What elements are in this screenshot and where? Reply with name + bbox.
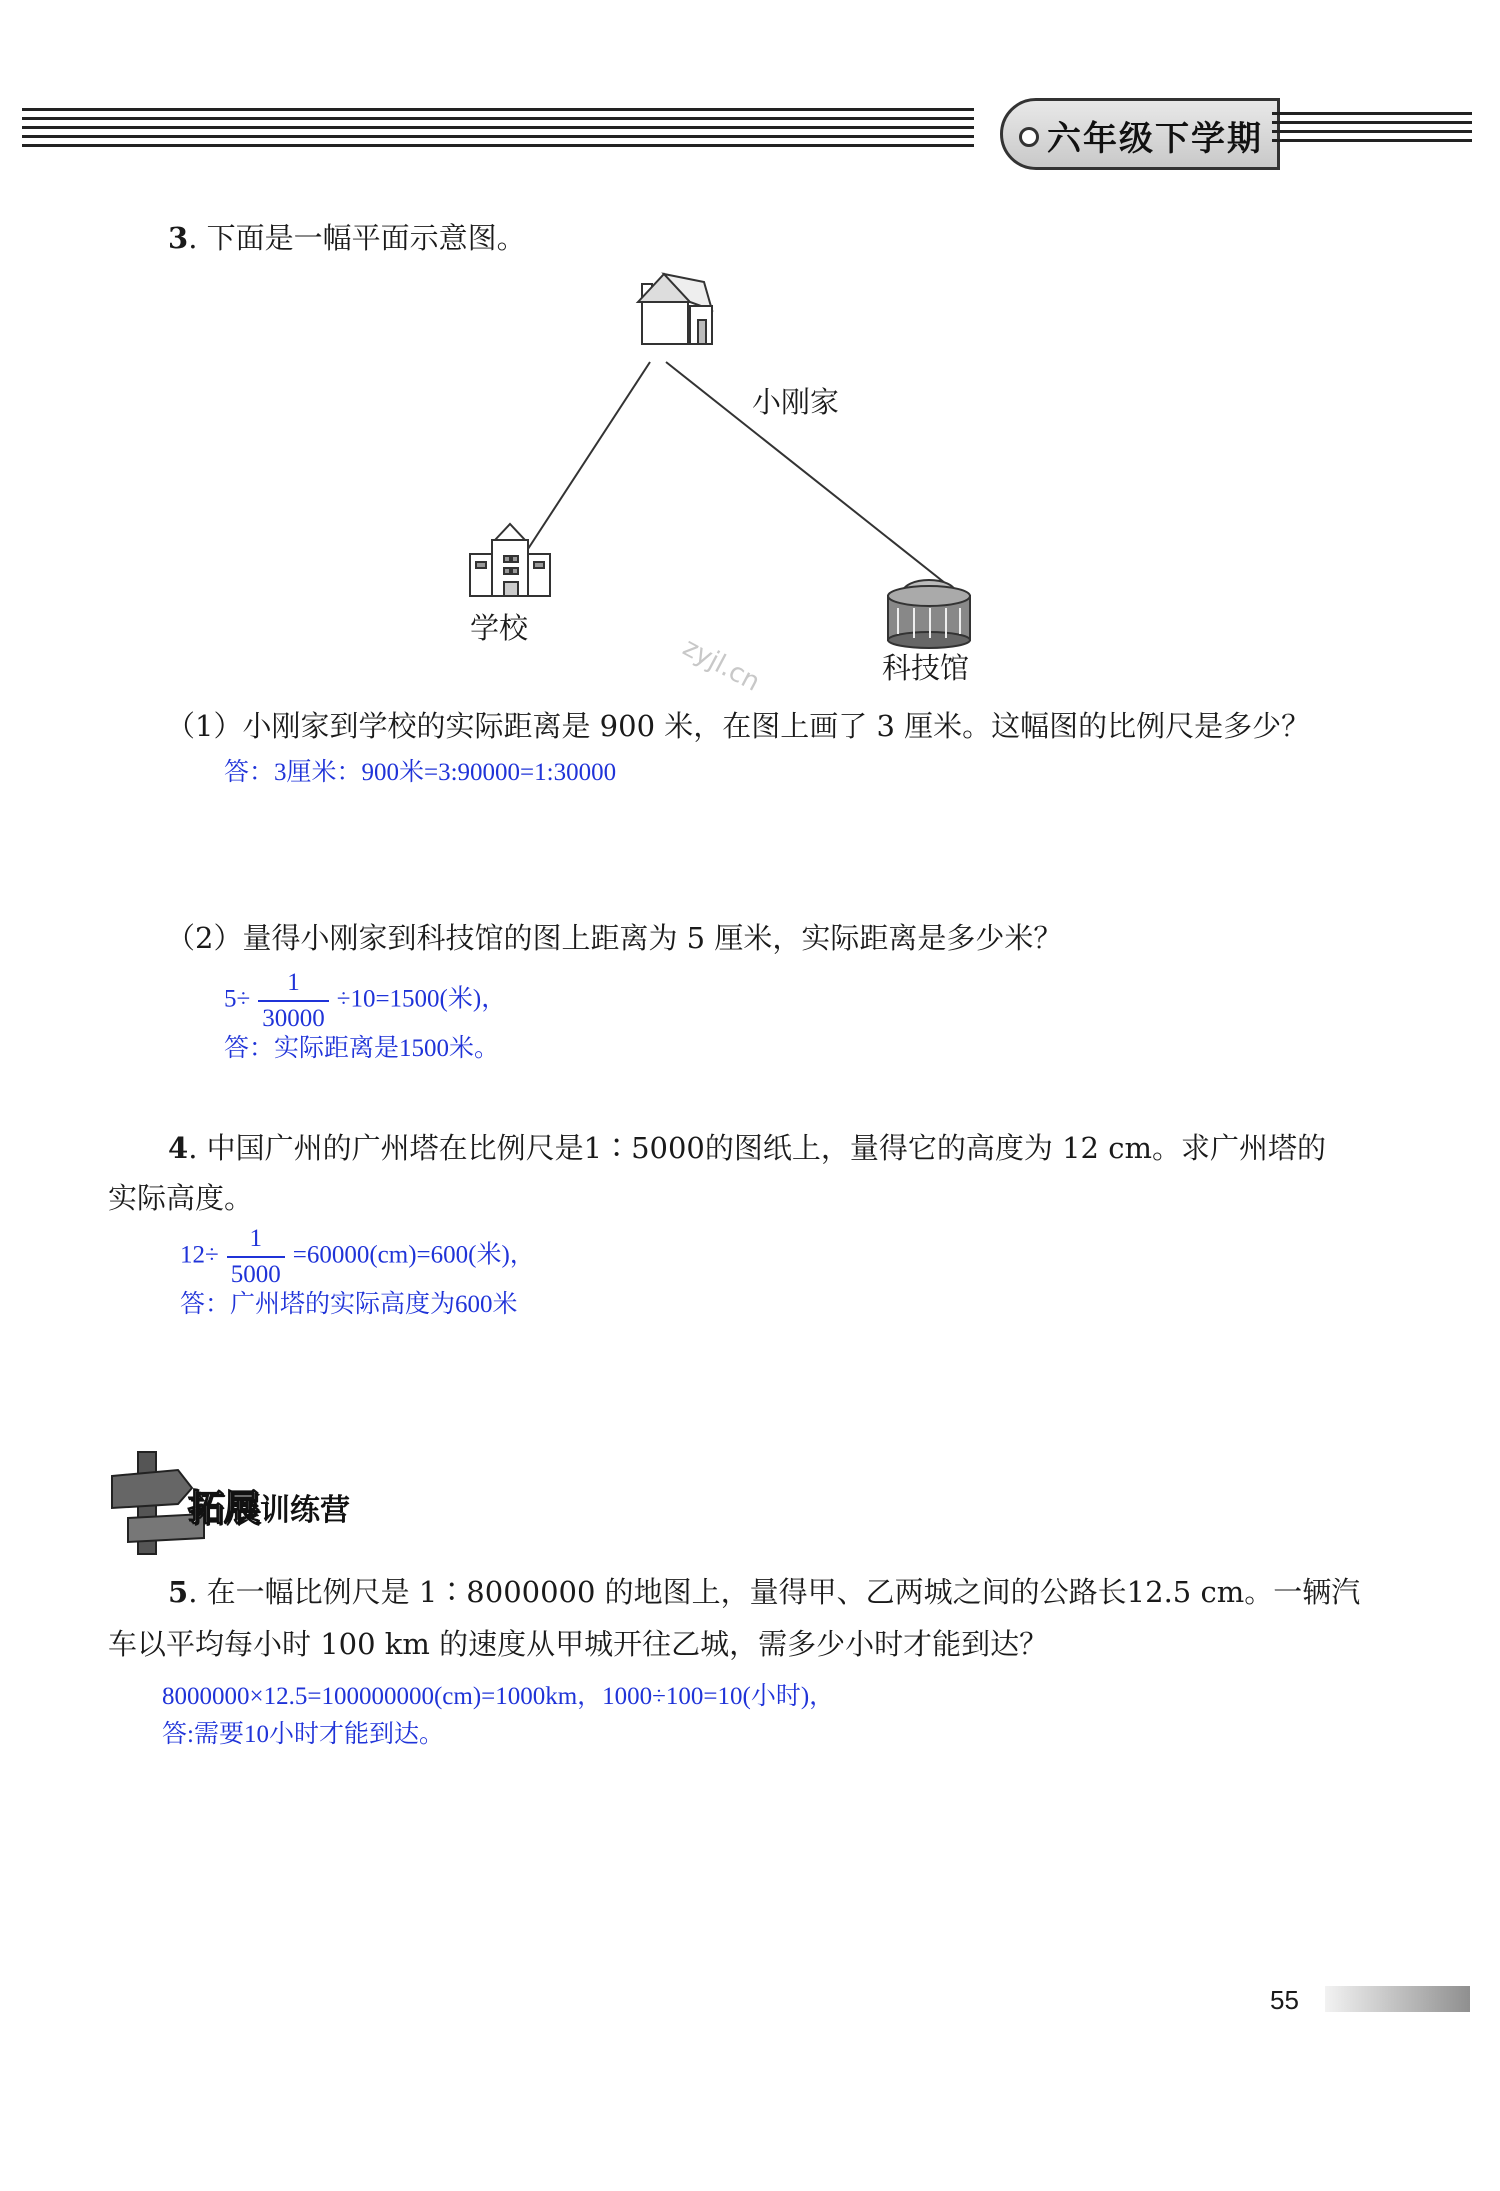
- header-title: 六年级下学期: [1047, 119, 1263, 159]
- q4-line2: 实际高度。: [108, 1181, 254, 1215]
- section-title-small: 训练营: [260, 1493, 351, 1528]
- page-number-bar: [1325, 1986, 1470, 2012]
- section-banner: [108, 1448, 408, 1558]
- q5-line1: [168, 1572, 1360, 1612]
- q4-answer-suffix: =60000(cm)=600(米)，: [292, 1241, 535, 1269]
- q5-line2: 车以平均每小时 100 km 的速度从甲城开往乙城，需多少小时才能到达？: [108, 1627, 1049, 1661]
- q3-sub1-answer: 答：3厘米：900米=3:90000=1:30000: [224, 759, 617, 786]
- q5-answer-line1: 8000000×12.5=100000000(cm)=1000km，1000÷100=10(小时)，: [162, 1683, 835, 1710]
- q3-sub2-answer-prefix: 5÷: [224, 985, 251, 1013]
- q4-answer-prefix: 12÷: [180, 1241, 219, 1269]
- q3-sub2-answer-line1: [224, 966, 506, 1036]
- header-dot-icon: [1019, 127, 1039, 147]
- q4-frac-den: 5000: [227, 1256, 285, 1292]
- q5-number: 5: [168, 1575, 189, 1609]
- museum-label: 科技馆: [882, 653, 970, 685]
- q4-answer-line1: [180, 1222, 535, 1292]
- q3-heading: [168, 218, 526, 258]
- q4-text-line1: . 中国广州的广州塔在比例尺是1∶5000的图纸上，量得它的高度为 12 cm。求广州塔的: [188, 1131, 1326, 1165]
- q4-answer-line2: 答：广州塔的实际高度为600米: [180, 1291, 518, 1318]
- section-title-big: 拓展: [188, 1488, 261, 1529]
- q5-text-line1: . 在一幅比例尺是 1∶8000000 的地图上，量得甲、乙两城之间的公路长12.5 cm。一辆汽: [188, 1575, 1361, 1609]
- q3-sub2-text: （2）量得小刚家到科技馆的图上距离为 5 厘米，实际距离是多少米？: [166, 921, 1063, 955]
- q3-sub2-answer-line2: 答：实际距离是1500米。: [224, 1035, 500, 1062]
- section-title: [188, 1480, 350, 1531]
- q3-text: . 下面是一幅平面示意图。: [188, 221, 526, 255]
- watermark: zyjl.cn: [677, 632, 765, 698]
- floor-plan-diagram: [440, 262, 1000, 685]
- q4-frac-num: 1: [249, 1225, 262, 1252]
- header-tab: [1000, 98, 1280, 170]
- home-school-line: [526, 362, 650, 552]
- q3-sub2-fraction: [258, 966, 329, 1036]
- q4-number: 4: [168, 1131, 189, 1165]
- q3-sub2-frac-num: 1: [287, 969, 300, 996]
- q3-sub2-frac-den: 30000: [258, 1000, 329, 1036]
- q3-sub2-answer-suffix: ÷10=1500(米)，: [336, 985, 507, 1013]
- header-rule-lines: [22, 108, 974, 156]
- q3-number: 3: [168, 221, 189, 255]
- house-icon: [638, 274, 712, 344]
- museum-icon: [888, 580, 970, 648]
- q4-fraction: [227, 1222, 285, 1292]
- page-number: 55: [1270, 1985, 1299, 2015]
- school-label: 学校: [470, 613, 529, 645]
- home-label: 小刚家: [752, 387, 840, 419]
- header-rule-lines-right: [1272, 112, 1472, 152]
- q5-answer-line2: 答:需要10小时才能到达。: [162, 1721, 444, 1748]
- q3-sub1-text: （1）小刚家到学校的实际距离是 900 米，在图上画了 3 厘米。这幅图的比例尺是多少？: [166, 709, 1311, 743]
- q4-line1: [168, 1128, 1326, 1168]
